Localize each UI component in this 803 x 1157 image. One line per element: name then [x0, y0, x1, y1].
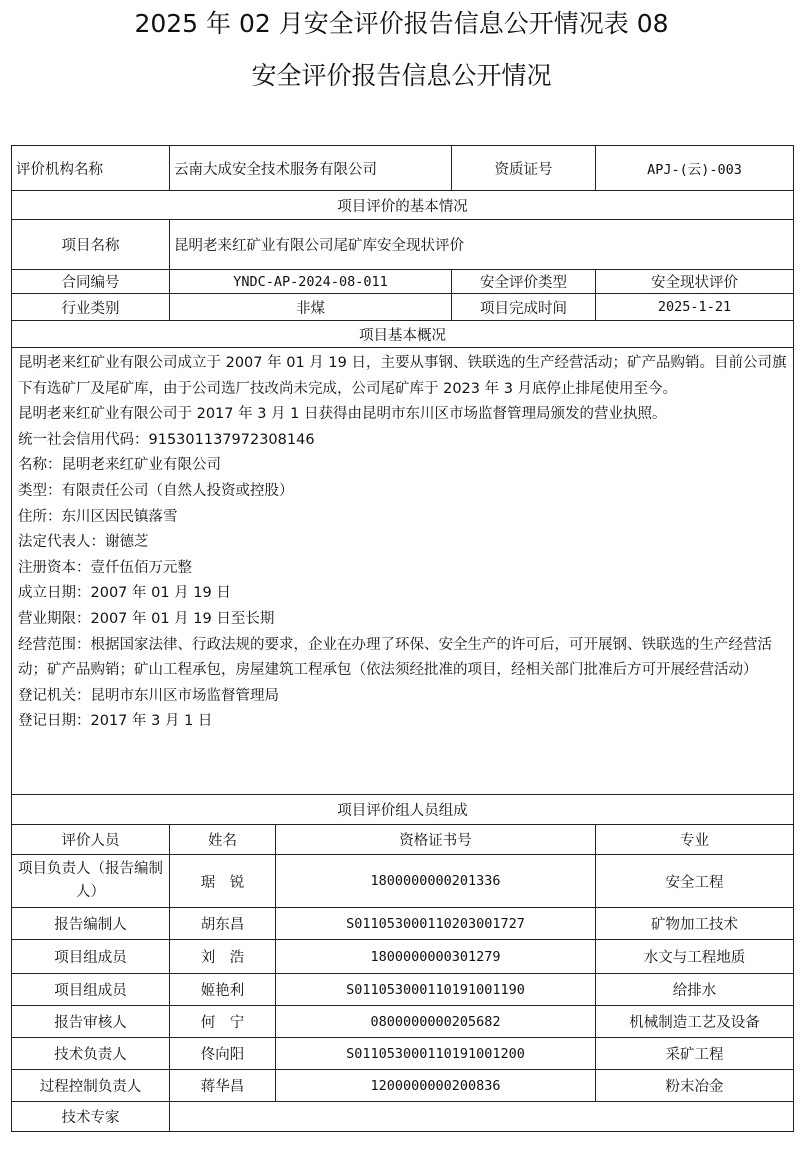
team-role: 项目负责人（报告编制人） [12, 855, 170, 908]
team-name: 刘 浩 [170, 940, 276, 974]
team-major: 采矿工程 [596, 1038, 794, 1070]
overview-line: 类型：有限责任公司（自然人投资或控股） [18, 482, 294, 499]
overview-section-title: 项目基本概况 [12, 321, 794, 348]
team-cert: S011053000110191001190 [276, 974, 596, 1006]
team-major: 水文与工程地质 [596, 940, 794, 974]
team-cert: 0800000000205682 [276, 1006, 596, 1038]
complete-label: 项目完成时间 [452, 294, 596, 321]
industry-label: 行业类别 [12, 294, 170, 321]
overview-line: 登记机关：昆明市东川区市场监督管理局 [18, 687, 279, 704]
team-name: 蒋华昌 [170, 1070, 276, 1102]
org-row [12, 146, 794, 191]
contract-label: 合同编号 [12, 270, 170, 294]
table-row [12, 1070, 794, 1102]
org-value: 云南大成安全技术服务有限公司 [170, 146, 452, 191]
overview-line: 成立日期：2007 年 01 月 19 日 [18, 585, 231, 602]
overview-line: 经营范围：根据国家法律、行政法规的要求，企业在办理了环保、安全生产的许可后，可开展钢、铁联选的生产经营活动；矿产品购销；矿山工程承包，房屋建筑工程承包（依法须经批准的项目，经相关部门批准后方可开展经营活动） [18, 636, 772, 679]
complete-value: 2025-1-21 [596, 294, 794, 321]
team-section-title: 项目评价组人员组成 [12, 795, 794, 825]
team-header-role: 评价人员 [12, 825, 170, 855]
eval-type-label: 安全评价类型 [452, 270, 596, 294]
document-title: 2025 年 02 月安全评价报告信息公开情况表 08 [134, 9, 669, 38]
team-cert: 1800000000301279 [276, 940, 596, 974]
team-cert: 1200000000200836 [276, 1070, 596, 1102]
overview-line: 住所：东川区因民镇落雪 [18, 508, 178, 525]
team-role: 报告编制人 [12, 908, 170, 940]
team-name: 何 宁 [170, 1006, 276, 1038]
overview-line: 昆明老来红矿业有限公司成立于 2007 年 01 月 19 日，主要从事钢、铁联选的生产经营活动；矿产品购销。目前公司旗下有选矿厂及尾矿库，由于公司选厂技改尚未完成，公司尾矿库于 2023 年 3 月底停止排尾使用至今。 [18, 355, 787, 397]
document-subtitle: 安全评价报告信息公开情况 [251, 61, 552, 90]
project-name-label: 项目名称 [12, 220, 170, 270]
table-row [12, 1038, 794, 1070]
expert-label: 技术专家 [12, 1102, 170, 1132]
project-name-row [12, 220, 794, 270]
overview-line: 登记日期：2017 年 3 月 1 日 [18, 713, 213, 730]
team-header-row [12, 825, 794, 855]
contract-value: YNDC-AP-2024-08-011 [170, 270, 452, 294]
team-header-cert: 资格证书号 [276, 825, 596, 855]
project-name-value: 昆明老来红矿业有限公司尾矿库安全现状评价 [170, 220, 794, 270]
team-cert: S011053000110203001727 [276, 908, 596, 940]
team-header-name: 姓名 [170, 825, 276, 855]
eval-type-value: 安全现状评价 [596, 270, 794, 294]
overview-line: 昆明老来红矿业有限公司于 2017 年 3 月 1 日获得由昆明市东川区市场监督管理局颁发的营业执照。 [18, 406, 667, 423]
team-role: 项目组成员 [12, 974, 170, 1006]
team-name: 琚 锐 [170, 855, 276, 908]
team-header-major: 专业 [596, 825, 794, 855]
contract-row [12, 270, 794, 294]
team-name: 胡东昌 [170, 908, 276, 940]
cert-value: APJ-(云)-003 [596, 146, 794, 191]
cert-label: 资质证号 [452, 146, 596, 191]
table-row [12, 940, 794, 974]
expert-row [12, 1102, 794, 1132]
team-role: 报告审核人 [12, 1006, 170, 1038]
table-row [12, 1006, 794, 1038]
team-cert: S011053000110191001200 [276, 1038, 596, 1070]
team-role: 过程控制负责人 [12, 1070, 170, 1102]
org-label: 评价机构名称 [12, 146, 170, 191]
team-major: 机械制造工艺及设备 [596, 1006, 794, 1038]
team-role: 技术负责人 [12, 1038, 170, 1070]
expert-value [170, 1102, 794, 1132]
table-row [12, 974, 794, 1006]
industry-value: 非煤 [170, 294, 452, 321]
overview-line: 营业期限：2007 年 01 月 19 日至长期 [18, 610, 275, 627]
overview-line: 法定代表人：谢德芝 [18, 534, 149, 551]
team-name: 姬艳利 [170, 974, 276, 1006]
team-name: 佟向阳 [170, 1038, 276, 1070]
team-role: 项目组成员 [12, 940, 170, 974]
overview-line: 注册资本：壹仟伍佰万元整 [18, 559, 192, 576]
team-major: 矿物加工技术 [596, 908, 794, 940]
industry-row [12, 294, 794, 321]
team-cert: 1800000000201336 [276, 855, 596, 908]
table-row [12, 908, 794, 940]
table-row [12, 855, 794, 908]
overview-body [12, 348, 794, 795]
overview-line: 统一社会信用代码：915301137972308146 [18, 431, 315, 448]
team-major: 安全工程 [596, 855, 794, 908]
basic-section-title: 项目评价的基本情况 [12, 191, 794, 220]
team-major: 粉末冶金 [596, 1070, 794, 1102]
team-major: 给排水 [596, 974, 794, 1006]
overview-line: 名称：昆明老来红矿业有限公司 [18, 457, 221, 474]
disclosure-table [11, 145, 794, 1132]
